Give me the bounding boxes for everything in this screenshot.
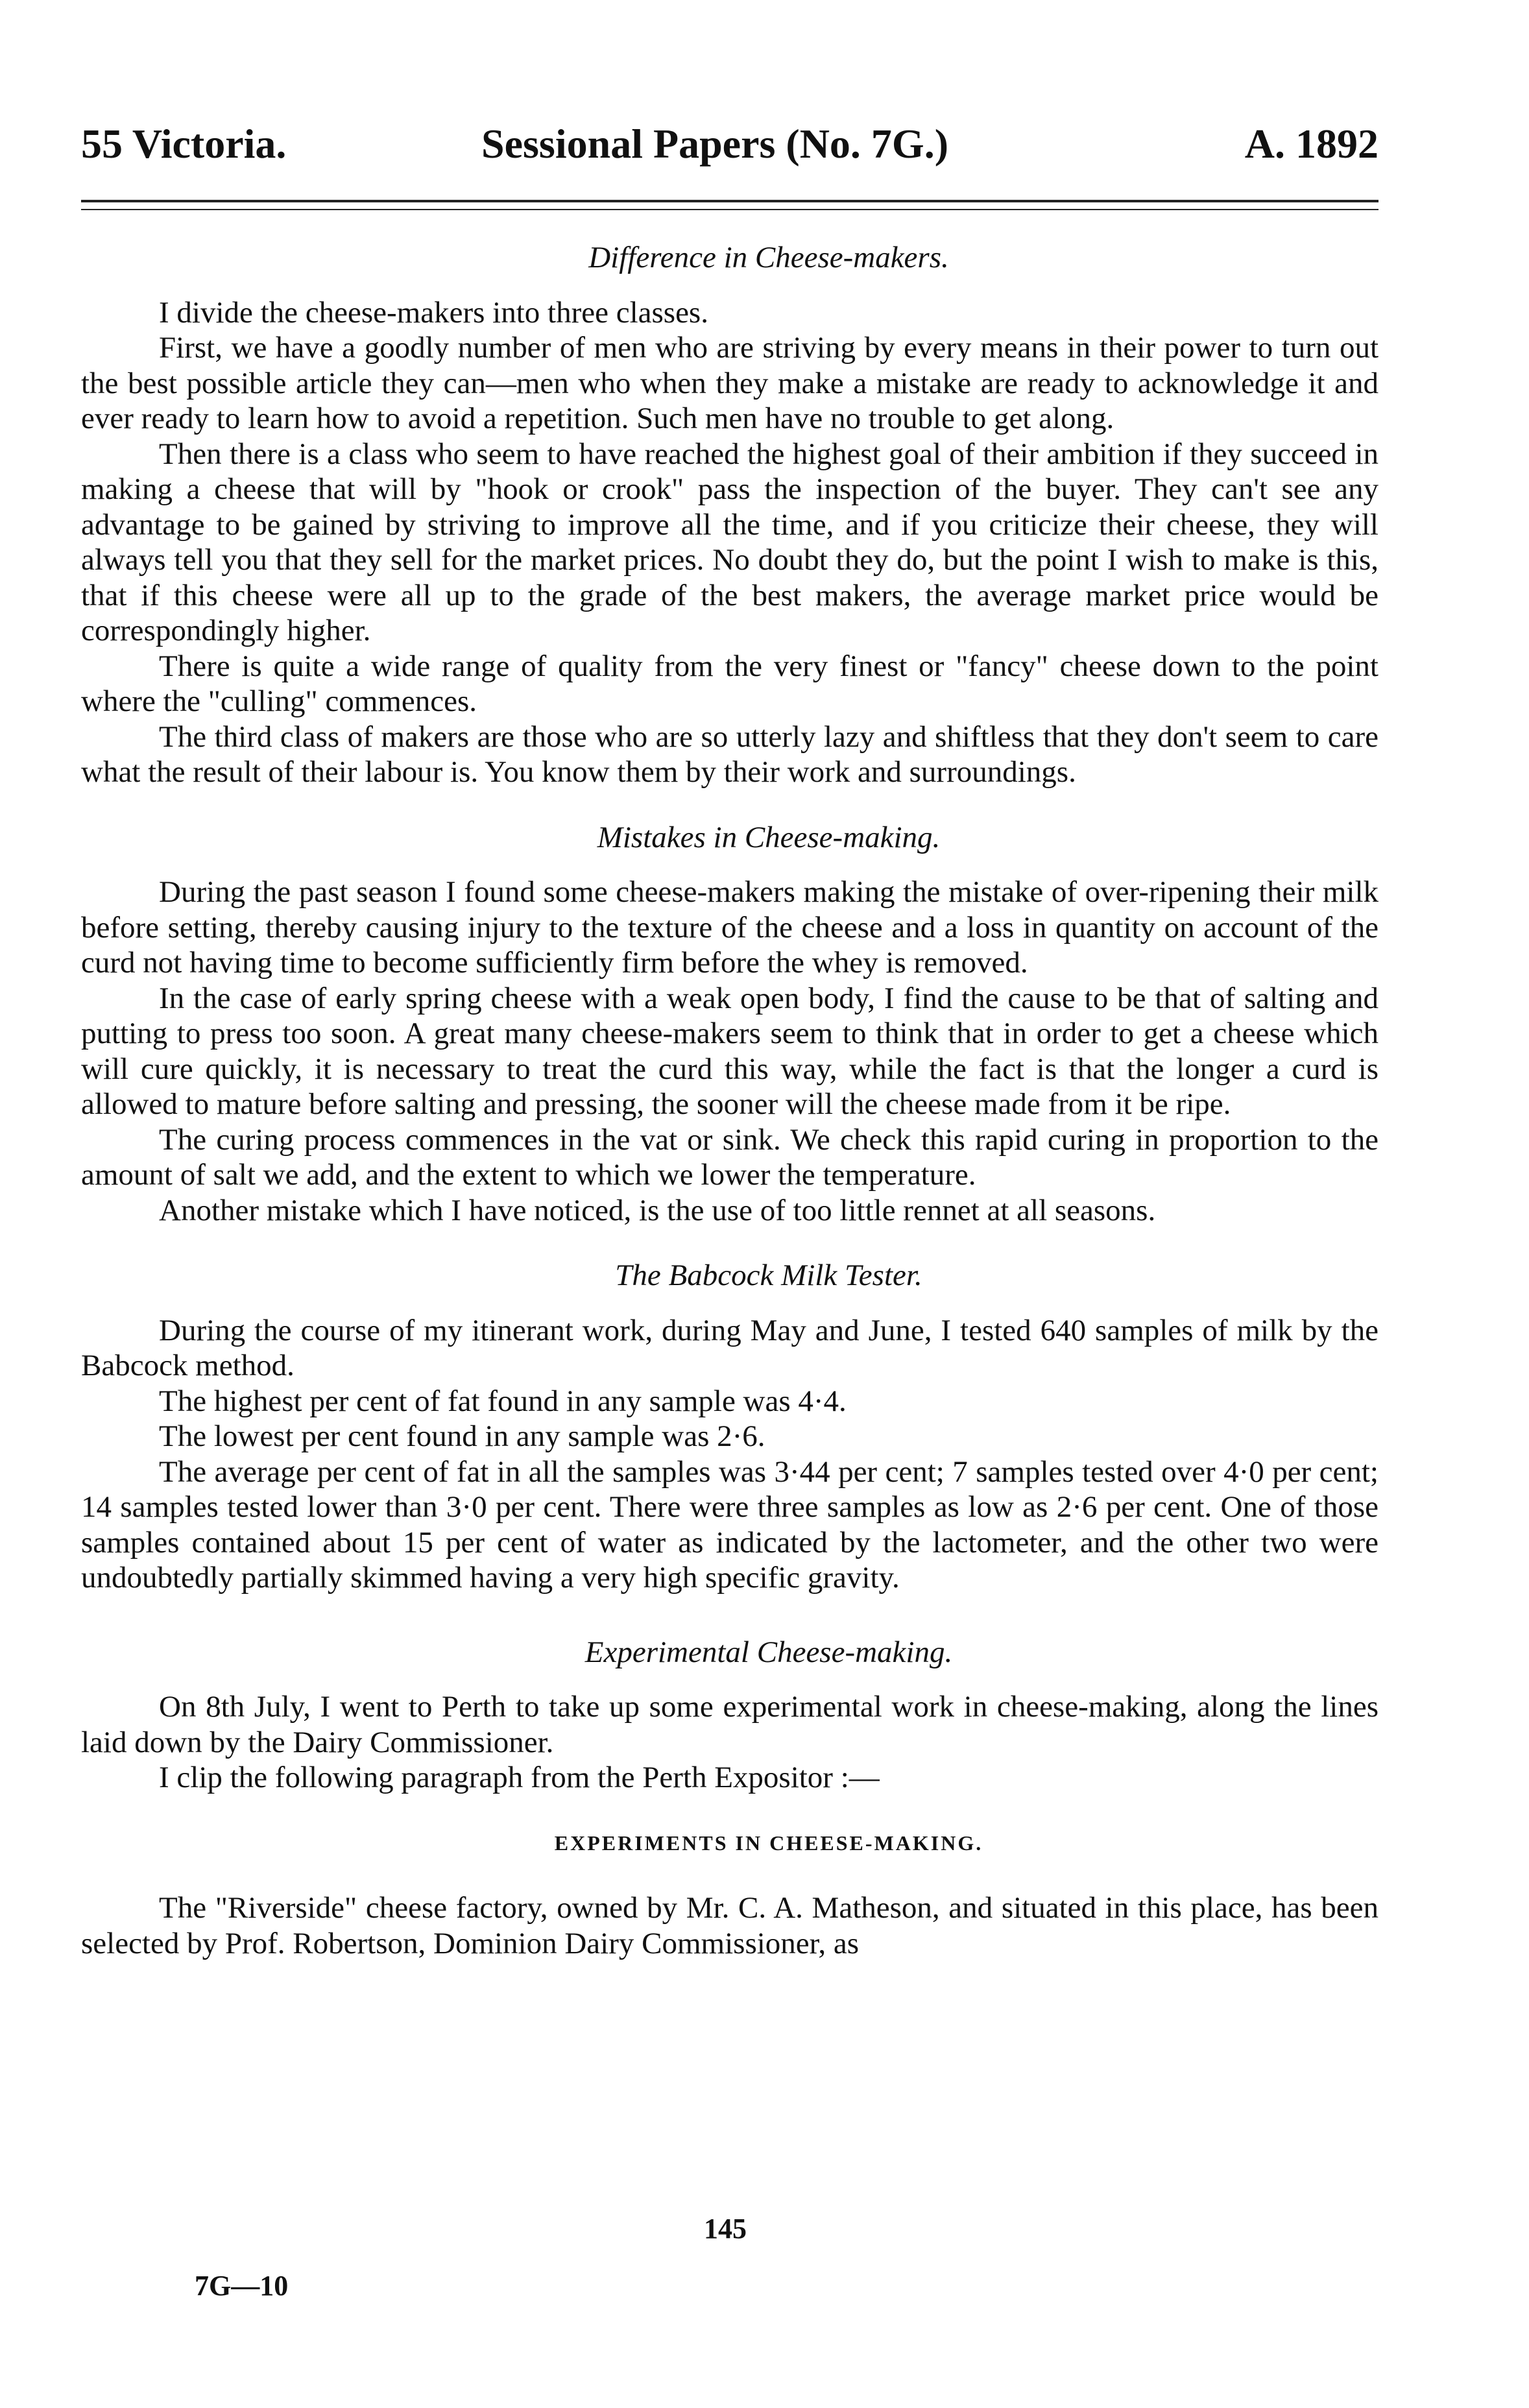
paragraph: The lowest per cent found in any sample was 2·6. [159, 1419, 765, 1453]
header-rule [81, 200, 1379, 202]
paragraph: In the case of early spring cheese with a weak open body, I find the cause to be that of salting and putting to press too soon. A great many cheese-makers seem to think that in order to get a cheese which will cure quickly, it is necessary to treat the curd this way, while the fact is that the longer a curd is allowed to mature before salting and pressing, the sooner will the cheese made from it be ripe. [81, 981, 1379, 1121]
signature-mark: 7G—10 [195, 2270, 289, 2302]
paragraph: The third class of makers are those who are so utterly lazy and shiftless that they don't seem to care what the result of their labour is. You know them by their work and surroundings. [81, 719, 1379, 789]
section-heading: The Babcock Milk Tester. [615, 1258, 922, 1292]
paragraph: I divide the cheese-makers into three classes. [159, 295, 708, 330]
paragraph: Another mistake which I have noticed, is the use of too little rennet at all seasons. [159, 1193, 1156, 1227]
paragraph: Then there is a class who seem to have reached the highest goal of their ambition if they succeed in making a cheese that will by "hook or crook" pass the inspection of the buyer. They can't see any advantage to be gained by striving to improve all the time, and if you criticize their cheese, they will always tell you that they sell for the market prices. No doubt they do, but the point I wish to make is this, that if this cheese were all up to the grade of the best makers, the average market price would be correspondingly higher. [81, 437, 1379, 647]
header-rule-thin [81, 209, 1379, 210]
paragraph: The "Riverside" cheese factory, owned by Mr. C. A. Matheson, and situated in this place, has been selected by Prof. Robertson, Dominion Dairy Commissioner, as [81, 1891, 1379, 1960]
subheading: EXPERIMENTS IN CHEESE-MAKING. [554, 1831, 983, 1855]
section-heading: Mistakes in Cheese-making. [597, 820, 941, 854]
paragraph: On 8th July, I went to Perth to take up some experimental work in cheese-making, along the lines laid down by the Dairy Commissioner. [81, 1690, 1379, 1759]
header-title: Sessional Papers (No. 7G.) [481, 121, 948, 167]
header-year: A. 1892 [1244, 121, 1379, 167]
paragraph: During the past season I found some cheese-makers making the mistake of over-ripening their milk before setting, thereby causing injury to the texture of the cheese and a loss in quantity on account of the curd not having time to become sufficiently firm before the whey is removed. [81, 875, 1379, 980]
page-number: 145 [704, 2213, 747, 2245]
paragraph: First, we have a goodly number of men who are striving by every means in their power to turn out the best possible article they can—men who when they make a mistake are ready to acknowledge it and ever ready to learn how to avoid a repetition. Such men have no trouble to get along. [81, 331, 1379, 435]
paragraph: The average per cent of fat in all the samples was 3·44 per cent; 7 samples tested over 4·0 per cent; 14 samples tested lower than 3·0 per cent. There were three samples as low as 2·6 per cent. One of those samples contained about 15 per cent of water as indicated by the lactometer, and the other two were undoubtedly partially skimmed having a very high specific gravity. [81, 1454, 1379, 1595]
running-header [81, 120, 1379, 178]
paragraph: There is quite a wide range of quality from the very finest or "fancy" cheese down to the point where the "culling" commences. [81, 649, 1379, 718]
section-heading: Experimental Cheese-making. [584, 1635, 953, 1669]
paragraph: The highest per cent of fat found in any sample was 4·4. [159, 1384, 847, 1418]
section-heading: Difference in Cheese-makers. [588, 241, 949, 274]
header-session: 55 Victoria. [81, 121, 287, 167]
paragraph: The curing process commences in the vat or sink. We check this rapid curing in proportion to the amount of salt we add, and the extent to which we lower the temperature. [81, 1122, 1379, 1192]
page-body [81, 240, 1379, 1961]
paragraph: I clip the following paragraph from the Perth Expositor :— [159, 1761, 880, 1794]
paragraph: During the course of my itinerant work, during May and June, I tested 640 samples of milk by the Babcock method. [81, 1313, 1379, 1382]
